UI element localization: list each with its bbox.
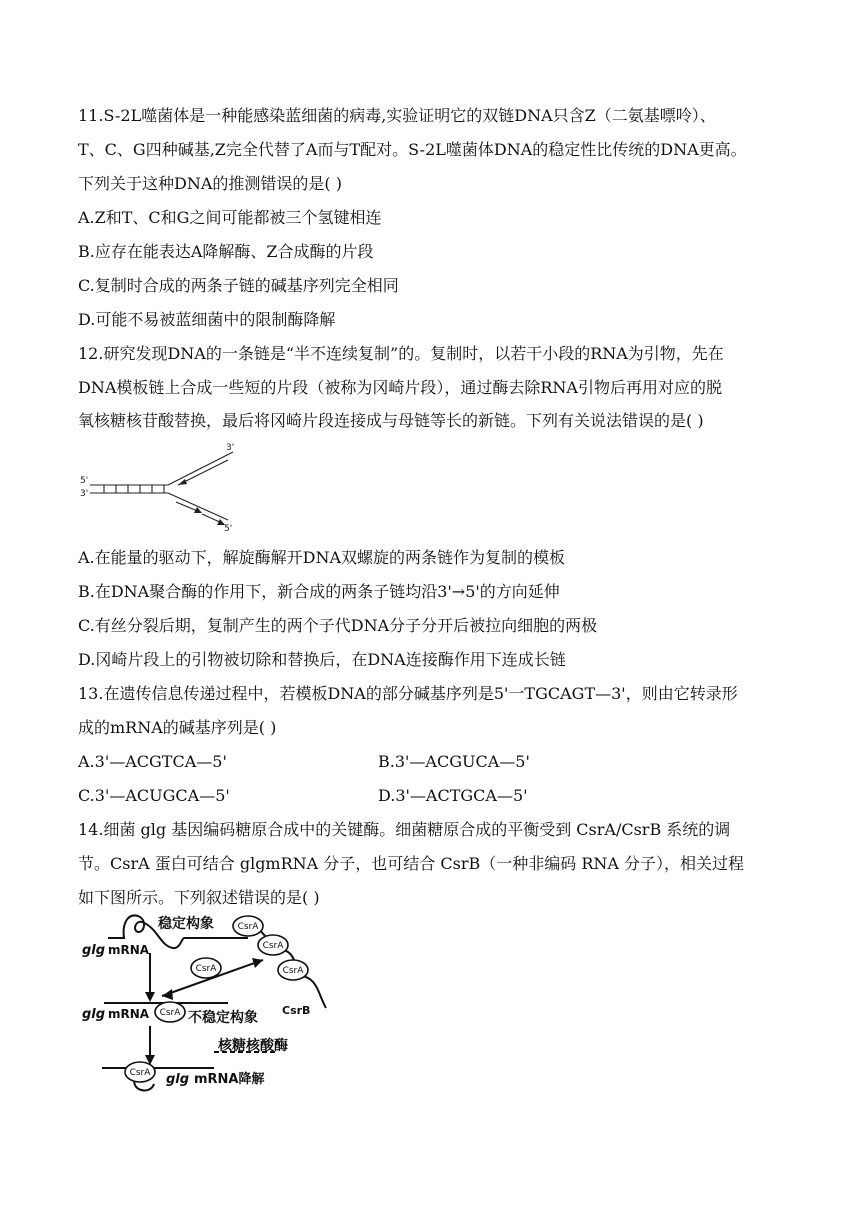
q12-stem-line-1: 12.研究发现DNA的一条链是“半不连续复制”的。复制时，以若干小段的RNA为引物，先在 [78, 344, 724, 363]
fig14-csra-1: CsrA [237, 922, 259, 932]
q12-option-c: C.有丝分裂后期，复制产生的两个子代DNA分子分开后被拉向细胞的两极 [78, 616, 598, 635]
replication-fork-diagram [78, 440, 248, 532]
q14-stem-line-1: 14.细菌 glg 基因编码糖原合成中的关键酶。细菌糖原合成的平衡受到 CsrA/CsrB 系统的调 [78, 820, 731, 839]
q13-option-c: C.3'—ACUGCA—5' [78, 786, 230, 805]
q11-option-b: B.应存在能表达A降解酶、Z合成酶的片段 [78, 242, 374, 261]
q14-stem-line-3: 如下图所示。下列叙述错误的是( ) [78, 888, 320, 907]
q11-option-c: C.复制时合成的两条子链的碱基序列完全相同 [78, 276, 399, 295]
q12-option-b: B.在DNA聚合酶的作用下，新合成的两条子链均沿3'→5'的方向延伸 [78, 582, 560, 601]
q13-option-a: A.3'—ACGTCA—5' [78, 752, 227, 771]
fig14-glg-2: glg [82, 1007, 106, 1022]
fig12-label-5prime-lower: 5' [224, 524, 233, 532]
fig14-csra-6: CsrA [129, 1068, 151, 1078]
q12-option-d: D.冈崎片段上的引物被切除和替换后，在DNA连接酶作用下连成长链 [78, 650, 566, 669]
q13-stem-line-1: 13.在遗传信息传递过程中，若模板DNA的部分碱基序列是5'一TGCAGT—3'，则由它转录形 [78, 684, 738, 703]
fig14-glg-1: glg [82, 943, 106, 958]
q11-stem-line-2: T、C、G四种碱基,Z完全代替了A而与T配对。S-2L噬菌体DNA的稳定性比传统的DNA更高。 [78, 140, 747, 159]
q14-stem-line-2: 节。CsrA 蛋白可结合 glgmRNA 分子，也可结合 CsrB（一种非编码 RNA 分子），相关过程 [78, 854, 745, 873]
fig14-csra-3: CsrA [282, 966, 304, 976]
q12-stem-line-2: DNA模板链上合成一些短的片段（被称为冈崎片段），通过酶去除RNA引物后再用对应的脱 [78, 378, 722, 397]
q11-option-d: D.可能不易被蓝细菌中的限制酶降解 [78, 310, 336, 329]
q12-option-a: A.在能量的驱动下，解旋酶解开DNA双螺旋的两条链作为复制的模板 [78, 548, 566, 567]
fig12-label-3prime-upper: 3' [226, 443, 235, 453]
fig14-csra-4: CsrA [195, 964, 217, 974]
fig14-degrade-label: mRNA降解 [194, 1072, 265, 1087]
csra-csrb-regulation-diagram [78, 908, 348, 1098]
q13-stem-line-2: 成的mRNA的碱基序列是( ) [78, 718, 277, 737]
fig14-csra-5: CsrA [159, 1008, 181, 1018]
fig14-mrna-1: mRNA [108, 943, 150, 957]
q11-stem-line-3: 下列关于这种DNA的推测错误的是( ) [78, 174, 342, 193]
fig14-glg-3: glg [166, 1072, 190, 1087]
fig14-mrna-2: mRNA [108, 1007, 150, 1021]
fig12-label-5prime-left: 5' [80, 476, 89, 486]
fig14-ribonuclease-label: 核糖核酸酶 [218, 1038, 288, 1054]
q11-option-a: A.Z和T、C和G之间可能都被三个氢键相连 [78, 208, 382, 227]
fig14-unstable-label: 不稳定构象 [188, 1010, 258, 1026]
fig14-csra-2: CsrA [262, 941, 284, 951]
q13-option-d: D.3'—ACTGCA—5' [378, 786, 528, 805]
q11-stem-line-1: 11.S-2L噬菌体是一种能感染蓝细菌的病毒,实验证明它的双链DNA只含Z（二氨基嘌呤）、 [78, 106, 716, 125]
fig14-stable-label: 稳定构象 [158, 916, 214, 932]
q12-stem-line-3: 氧核糖核苷酸替换，最后将冈崎片段连接成与母链等长的新链。下列有关说法错误的是( ) [78, 411, 704, 430]
q13-option-b: B.3'—ACGUCA—5' [378, 752, 530, 771]
fig12-label-3prime-left: 3' [80, 489, 89, 499]
fig14-csrb-label: CsrB [282, 1004, 311, 1017]
